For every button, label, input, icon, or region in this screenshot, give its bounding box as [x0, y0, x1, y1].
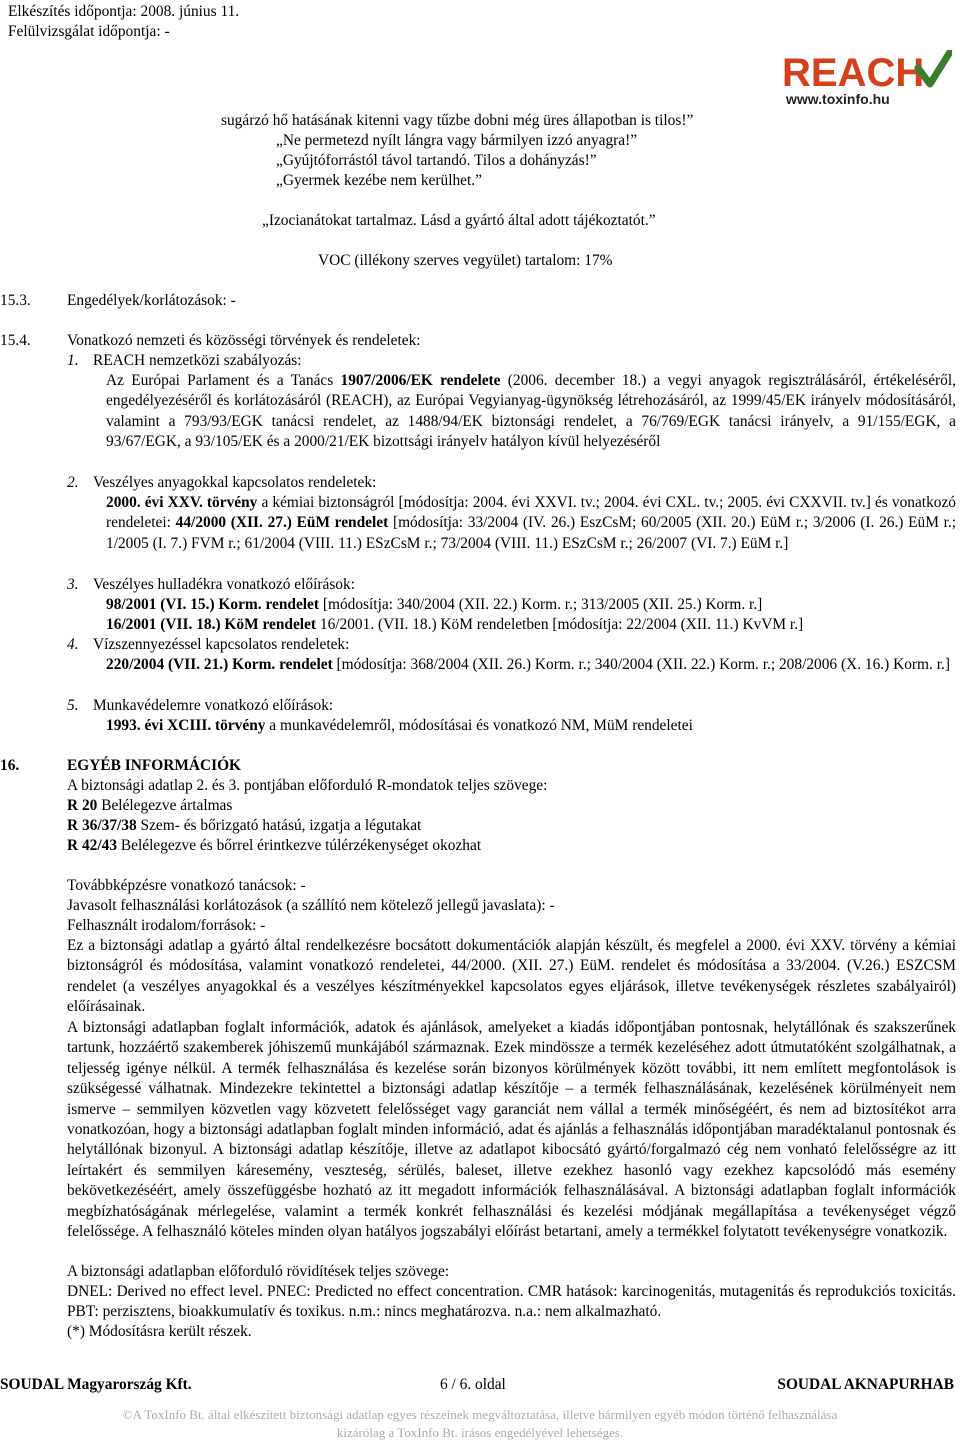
reg-3-label: Veszélyes hulladékra vonatkozó előírások: [93, 576, 355, 593]
r-phrases-intro: A biztonsági adatlap 2. és 3. pontjában előforduló R-mondatok teljes szövege: [67, 777, 548, 794]
reg-1-label: REACH nemzetközi szabályozás: [93, 352, 302, 369]
section-15-3-label: Engedélyek/korlátozások: - [67, 292, 236, 309]
footer-copyright-2: kizárólag a ToxInfo Bt. írásos engedélyével lehetséges. [336, 1425, 624, 1440]
isocyanate-note: „Izocianátokat tartalmaz. Lásd a gyártó által adott tájékoztatót.” [262, 212, 656, 229]
reg-3-text-1: 98/2001 (VI. 15.) Korm. rendelet [módosítja: 340/2004 (XII. 22.) Korm. r.; 313/2005 (XII. 25.) Korm. r.] [106, 596, 763, 613]
section-15-4-number: 15.4. [0, 332, 31, 349]
reg-5-text: 1993. évi XCIII. törvény a munkavédelemről, módosításai és vonatkozó NM, MüM rendeletei [106, 717, 693, 734]
warning-line-3: „Gyújtóforrástól távol tartandó. Tilos a dohányzás!” [276, 152, 597, 169]
literature-sources: Felhasznált irodalom/források: - [67, 917, 266, 934]
logo-wordmark: REACH [782, 51, 925, 95]
abbreviations-title: A biztonsági adatlapban előforduló rövidítések teljes szövege: [67, 1263, 450, 1280]
r-phrase-row: R 36/37/38 Szem- és bőrizgató hatású, izgatja a légutakat [67, 817, 422, 834]
compliance-paragraph: Ez a biztonsági adatlap a gyártó által rendelkezésre bocsátott dokumentációk alapján készült, és megfelel a 2000. évi XXV. törvény a kémiai biztonságról és módosítása, valamint vonatkozó rendeletei, 44/2000. (XII. 27.) EüM. rendelet és módosítása a 33/2004. (V.26.) ESZCSM rendelet (a veszélyes anyagokkal és a veszélyes készítményekkel kapcsolatos egyes eljárások, illetve tevékenységek részletes szabályairól) előírásainak. [67, 937, 956, 1016]
footer-company: SOUDAL Magyarország Kft. [0, 1376, 192, 1393]
voc-content: VOC (illékony szerves vegyület) tartalom: 17% [318, 252, 613, 269]
reg-3-text-2: 16/2001 (VII. 18.) KöM rendelet 16/2001. (VII. 18.) KöM rendeletben [módosítja: 22/2004 (XII. 11.) KvVM r.] [106, 616, 804, 633]
created-date: Elkészítés időpontja: 2008. június 11. [8, 3, 240, 20]
section-16-title: EGYÉB INFORMÁCIÓK [67, 757, 242, 774]
reg-4-number: 4. [67, 636, 79, 653]
footer-page-number: 6 / 6. oldal [440, 1376, 506, 1393]
warning-line-2: „Ne permetezd nyílt lángra vagy bármilyen izzó anyagra!” [276, 132, 638, 149]
reg-2-text: 2000. évi XXV. törvény a kémiai biztonságról [módosítja: 2004. évi XXVI. tv.; 2004. évi CXL. tv.; 2005. évi CXXVII. tv.] és vonatkozó rendeletei: 44/2000 (XII. 27.) EüM rendelet [módosítja: 33/2004 (IV. 26.) EszCsM; 60/2005 (XII. 20.) EüM r.; 3/2006 (I. 26.) EüM r.; 1/2005 (I. 7.) FVM r.; 61/2004 (VIII. 11.) ESzCsM r.; 73/2004 (VIII. 11.) ESzCsM r.; 26/2007 (VI. 7.) EüM r.] [106, 494, 957, 552]
section-16-number: 16. [0, 757, 20, 774]
reach-logo [780, 50, 952, 108]
r-phrase-row: R 20 Belélegezve ártalmas [67, 797, 233, 814]
reg-4-text: 220/2004 (VII. 21.) Korm. rendelet [módosítja: 368/2004 (XII. 26.) Korm. r.; 340/2004 (XII. 22.) Korm. r.; 208/2006 (X. 16.) Korm. r.] [106, 656, 950, 673]
logo-url: www.toxinfo.hu [786, 91, 890, 107]
section-15-4-label: Vonatkozó nemzeti és közösségi törvények és rendeletek: [67, 332, 421, 349]
revised-date: Felülvizsgálat időpontja: - [8, 23, 170, 40]
reg-3-number: 3. [67, 576, 79, 593]
footer-copyright-1: ©A ToxInfo Bt. által elkészített biztonsági adatlap egyes részeinek megváltoztatása, illetve bármilyen egyéb módon történő felhasználása [122, 1407, 838, 1422]
disclaimer-paragraph: A biztonsági adatlapban foglalt információk, adatok és ajánlások, amelyeket a kiadás időpontjában pontosnak, helytállónak és szakszerűnek tartunk, hozzáértő szakemberek jóhiszemű munkájából származnak. Ezek mindössze a termék kezeléséhez adott útmutatóként szolgálhatnak, a teljesség igénye nélkül. A termék felhasználása és kezelése során bizonyos körülmények között további, itt nem említett megfontolások is szükségessé válhatnak. Mindezekre tekintettel a biztonsági adatlap készítője – a termék felhasználásának, kezelésének körülményeit nem ismerve – semmilyen közvetlen vagy közvetett felelősséget vagy garanciát nem vállal a termék minőségéért, és nem ad biztosítékot arra vonatkozóan, hogy a biztonsági adatlapban foglalt minden információ, adat és ajánlás a felhasználás időpontjában maradéktalanul pontosnak és helytállónak bizonyul. A biztonsági adatlap készítője, illetve az adatlapot kibocsátó gyártó/forgalmazó cég nem vonható felelősségre az itt leírtakért és semmilyen káresemény, veszteség, sérülés, baleset, illetve ezekhez hasonló vagy ezekhez kapcsolódó más esemény bekövetkezéséért, amely összefüggésbe hozható az itt megadott információk felhasználásával. A biztonsági adatlapban foglalt információk megbízhatóságának mérlegelése, valamint a termék konkrét felhasználási és kezelési módjának megállapítása a tevékenységet végző felelőssége. A felhasználó köteles minden olyan hatályos jogszabályi előírást betartani, amely a termékkel folytatott tevékenységre vonatkozik. [67, 1019, 956, 1241]
footer-product: SOUDAL AKNAPURHAB [777, 1376, 954, 1393]
abbreviations-text: DNEL: Derived no effect level. PNEC: Predicted no effect concentration. CMR hatások: karcinogenitás, mutagenitás és reprodukciós toxicitás. PBT: perzisztens, bioakkumulatív és toxikus. n.m.: nincs meghatározva. n.a.: nem alkalmazható. [67, 1283, 956, 1321]
modified-note: (*) Módosításra került részek. [67, 1323, 252, 1340]
reg-2-number: 2. [67, 474, 79, 491]
warning-line-4: „Gyermek kezébe nem kerülhet.” [276, 172, 482, 189]
reg-5-label: Munkavédelemre vonatkozó előírások: [93, 697, 334, 714]
training-advice: Továbbképzésre vonatkozó tanácsok: - [67, 877, 306, 894]
section-15-3-number: 15.3. [0, 292, 31, 309]
reg-2-label: Veszélyes anyagokkal kapcsolatos rendeletek: [93, 474, 377, 491]
reg-1-number: 1. [67, 352, 79, 369]
use-restrictions: Javasolt felhasználási korlátozások (a szállító nem kötelező jellegű javaslata): - [67, 897, 555, 914]
warning-line-1: sugárzó hő hatásának kitenni vagy tűzbe dobni még üres állapotban is tilos!” [221, 112, 694, 129]
reg-4-label: Vízszennyezéssel kapcsolatos rendeletek: [93, 636, 350, 653]
reg-1-text: Az Európai Parlament és a Tanács 1907/2006/EK rendelete (2006. december 18.) a vegyi anyagok regisztrálásáról, értékeléséről, engedélyezéséről és korlátozásáról (REACH), az Európai Vegyianyag-ügynökség létrehozásáról, az 1999/45/EK irányelv módosításáról, valamint a 793/93/EGK tanácsi rendelet, az 1488/94/EK biztonsági rendelet, a 76/769/EGK tanácsi irányelv, a 91/155/EGK, a 93/67/EGK, a 93/105/EK és a 2000/21/EK bizottsági irányelv hatályon kívül helyezéséről [106, 372, 956, 451]
reg-5-number: 5. [67, 697, 79, 714]
r-phrase-row: R 42/43 Belélegezve és bőrrel érintkezve túlérzékenységet okozhat [67, 837, 482, 854]
